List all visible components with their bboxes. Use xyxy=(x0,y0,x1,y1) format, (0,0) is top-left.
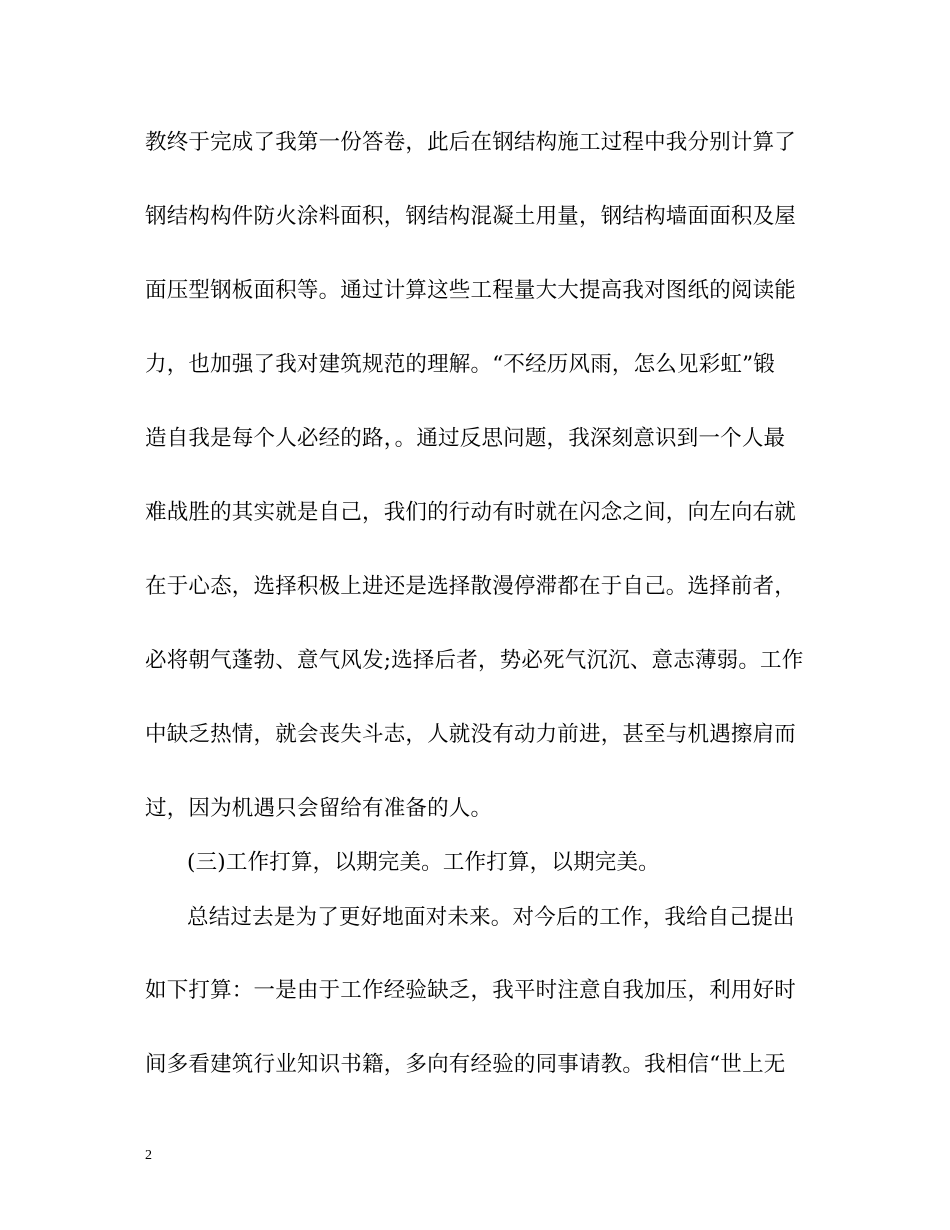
body-text-line: 教终于完成了我第一份答卷，此后在钢结构施工过程中我分别计算了 xyxy=(145,130,797,155)
body-text-line: 难战胜的其实就是自己，我们的行动有时就在闪念之间，向左向右就 xyxy=(145,500,797,525)
body-text-line: 必将朝气蓬勃、意气风发;选择后者，势必死气沉沉、意志薄弱。工作 xyxy=(145,648,804,673)
body-text-line: 造自我是每个人必经的路，。通过反思问题，我深刻意识到一个人最 xyxy=(145,426,786,451)
body-text-line: 中缺乏热情，就会丧失斗志，人就没有动力前进，甚至与机遇擦肩而 xyxy=(145,722,797,747)
body-text-line: 过，因为机遇只会留给有准备的人。 xyxy=(145,796,493,821)
body-text-line: 面压型钢板面积等。通过计算这些工程量大大提高我对图纸的阅读能 xyxy=(145,278,797,303)
body-text-line: 间多看建筑行业知识书籍，多向有经验的同事请教。我相信“世上无 xyxy=(145,1052,786,1077)
body-text-line: 如下打算：一是由于工作经验缺乏，我平时注意自我加压，利用好时 xyxy=(145,978,797,1003)
body-text-line: 总结过去是为了更好地面对未来。对今后的工作，我给自己提出 xyxy=(187,905,795,930)
body-text-line: 在于心态，选择积极上进还是选择散漫停滞都在于自己。选择前者， xyxy=(145,574,797,599)
page-number: 2 xyxy=(145,1148,152,1163)
body-text-line: 钢结构构件防火涂料面积，钢结构混凝土用量，钢结构墙面面积及屋 xyxy=(145,204,797,229)
body-text-line: 力，也加强了我对建筑规范的理解。“不经历风雨，怎么见彩虹”锻 xyxy=(145,352,775,377)
section-heading: (三)工作打算，以期完美。工作打算，以期完美。 xyxy=(187,850,660,875)
